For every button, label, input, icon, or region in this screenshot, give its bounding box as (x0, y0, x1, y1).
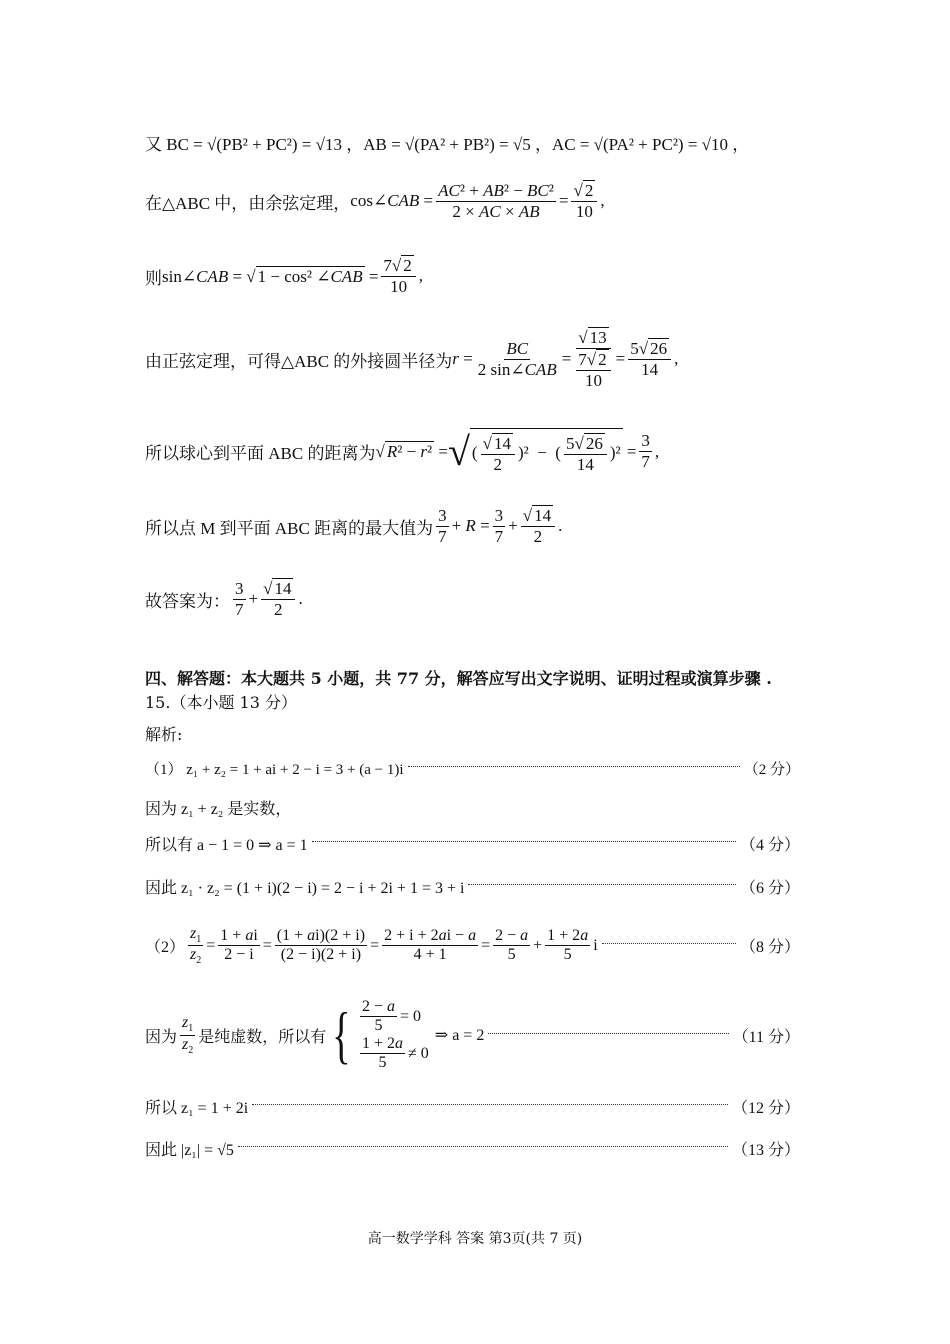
step-8 (145, 1137, 800, 1160)
step-3 (145, 832, 800, 855)
section-title: 四、解答题：本大题共 5 小题，共 77 分，解答应写出文字说明、证明过程或演算步骤 . (145, 669, 772, 688)
step-3-score: （4 分） (739, 837, 800, 854)
line-7-prefix: 故答案为： (145, 591, 230, 611)
line-2-prefix: 在△ABC 中，由余弦定理， (145, 193, 351, 213)
line-6-prefix: 所以点 M 到平面 ABC 距离的最大值为 (145, 518, 434, 538)
step-1 (145, 758, 800, 779)
step-4 (145, 875, 800, 898)
step-5-prefix: （2） (145, 939, 186, 957)
line-7: 故答案为： $\frac{3}{7}$ + $\frac{√ 14}{2}$ . (145, 578, 303, 619)
step-6-mid: 是纯虚数，所以有 (198, 1028, 327, 1046)
question-15-title: 15.（本小题 13 分） (145, 693, 297, 712)
step-5: （2） $\frac{z_1}{z_2}$ = $\frac{1 + ai}{2 - i}$ = $\frac{(1 + ai)(2 + i)}{(2 - i)(2 + i)}$ = $\frac{2 + i + 2ai - a}{4 + 1}$ = $\frac{2 - a}{5}$ + $\frac{1 + 2a}{5}$ i （8 分） (145, 925, 800, 967)
step-8-text: 因此 |z₁| = √5 (145, 1142, 234, 1159)
step-1-score: （2 分） (743, 762, 800, 778)
line-3: 则 sin∠CAB = √ 1 − cos² ∠CAB = $\frac{7√ 2}{10}$ , (145, 256, 424, 296)
step-6: 因为 $\frac{z_1}{z_2}$ 是纯虚数，所以有 { $\frac{2 - a}{5}$ = 0 $\frac{1 + 2a}{5}$ ≠ 0 ⇒ a = 2 （11 分） (145, 998, 800, 1071)
line-1: 又 BC = √(PB² + PC²) = √13 ，AB = √(PA² + PB²) = √5 ，AC = √(PA² + PC²) = √10 ， (145, 135, 750, 154)
step-4-text: 因此 z₁ · z₂ = (1 + i)(2 − i) = 2 − i + 2i + 1 = 3 + i (145, 880, 465, 897)
step-1-text: （1） z₁ + z₂ = 1 + ai + 2 − i = 3 + (a − 1)i (145, 762, 404, 778)
step-7-score: （12 分） (731, 1100, 800, 1117)
step-3-text: 所以有 a − 1 = 0 ⇒ a = 1 (145, 837, 308, 854)
page-footer: 高一数学学科 答案 第3页(共 7 页) (367, 1231, 583, 1247)
step-4-score: （6 分） (739, 880, 800, 897)
step-2: 因为 z₁ + z₂ 是实数， (145, 801, 292, 818)
line-3-prefix: 则 (145, 268, 162, 288)
step-6-score: （11 分） (732, 1028, 800, 1046)
line-2: 在△ABC 中，由余弦定理， cos∠CAB = $\frac{\text{AC² + AB² − BC²}}{2 \times AC \times AB}$ = $\frac{√ 2}{10}$ , (145, 180, 605, 221)
step-7-text: 所以 z₁ = 1 + 2i (145, 1100, 249, 1117)
line-4: 由正弦定理，可得△ABC 的外接圆半径为 r = $\frac{BC}{\text{2 sin∠CAB}}$ = $\frac{√ 13}{\frac{7√ 2}{10}}$ = $\frac{5√ 26}{14}$ , (145, 328, 679, 390)
step-6-prefix: 因为 (145, 1028, 178, 1046)
line-6: 所以点 M 到平面 ABC 距离的最大值为 $\frac{3}{7}$ + R = $\frac{3}{7}$ + $\frac{√ 14}{2}$ . (145, 505, 563, 546)
analysis-label: 解析: (145, 725, 183, 744)
step-7 (145, 1095, 800, 1118)
step-5-score: （8 分） (739, 939, 800, 957)
line-5: 所以球心到平面 ABC 的距离为 √ R² − r² = √ ( $\frac{√ 14}{2}$ )² − ( $\frac{5√ 26}{14}$ )² = $\frac{3}{7}$ , (145, 428, 660, 474)
step-8-score: （13 分） (731, 1142, 800, 1159)
step-6-result: ⇒ a = 2 (434, 1027, 485, 1044)
line-4-prefix: 由正弦定理，可得△ABC 的外接圆半径为 (145, 351, 453, 371)
line-5-prefix: 所以球心到平面 ABC 的距离为 (145, 444, 376, 463)
